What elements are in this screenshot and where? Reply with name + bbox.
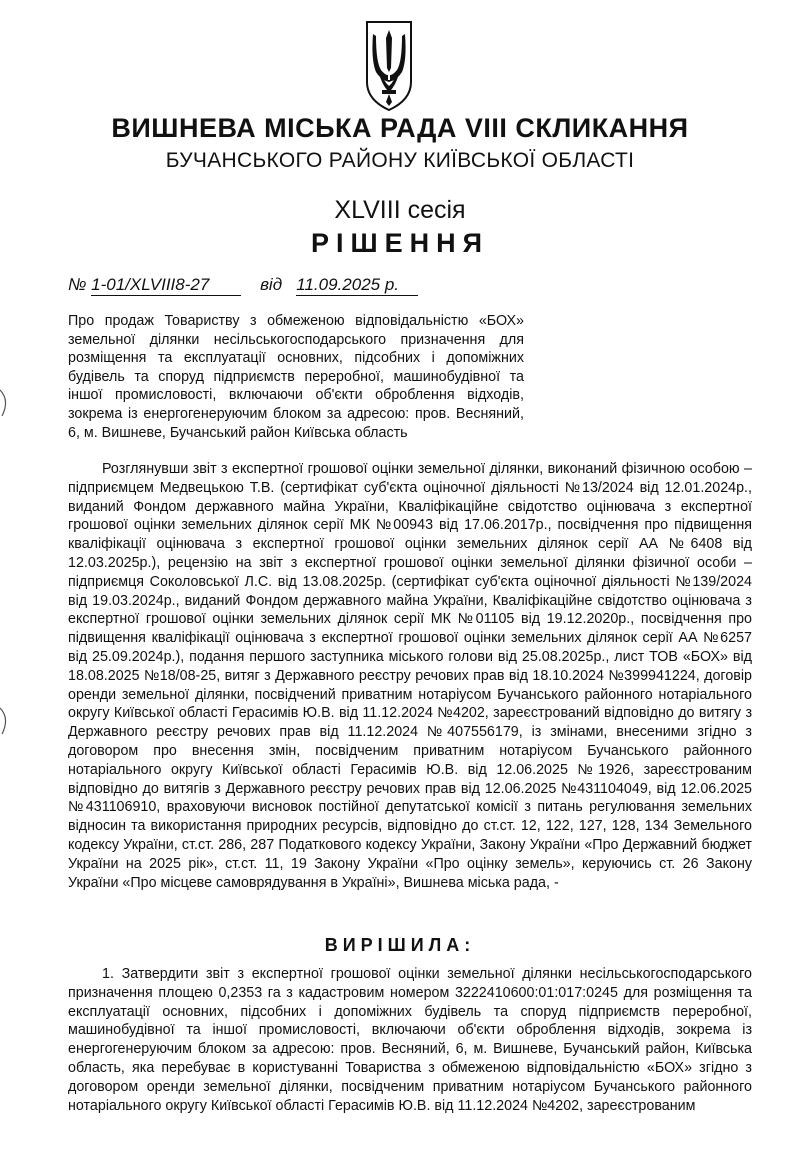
coat-of-arms-trident-icon bbox=[364, 20, 414, 112]
date-label: від bbox=[260, 275, 283, 294]
number-label: № bbox=[68, 275, 87, 294]
document-type: РІШЕННЯ bbox=[310, 228, 490, 258]
decision-subject: Про продаж Товариству з обмеженою відповідальністю «БОХ» земельної ділянки несільськогосподарського призначення для розміщення та експлуатації основних, підсобних і допоміжних будівель та споруд підприємств переробної, машинобудівної та іншої промисловості, включаючи об'єкти оброблення відходів, зокрема із енергогенеруючим блоком за адресою: пров. Весняний, 6, м. Вишневе, Бучанський район Київська область bbox=[68, 313, 524, 441]
district-name: БУЧАНСЬКОГО РАЙОНУ КИЇВСЬКОЇ ОБЛАСТІ bbox=[165, 149, 635, 172]
session-number: XLVIII сесія bbox=[334, 196, 466, 224]
resolution-point-1: 1. Затвердити звіт з експертної грошової оцінки земельної ділянки несільськогосподарського призначення площею 0,2353 га з кадастровим номером 3222410600:01:017:0245 для розміщення та експлуатації основних, підсобних і допоміжних будівель та споруд підприємств переробної, машинобудівної та іншої промисловості, включаючи об'єкти оброблення відходів, зокрема із енергогенеруючим блоком за адресою: пров. Весняний, 6, м. Вишневе, Бучанський район, Київська область, яка перебуває в користуванні Товариства з обмеженою відповідальністю «БОХ» згідно з договором оренди земельної ділянки, посвідченим приватним нотаріусом Бучанського районного нотаріального округу Київської області Герасимів Ю.В. від 11.12.2024 №4202, зареєстрованим bbox=[68, 966, 752, 1114]
scan-edge-mark bbox=[0, 388, 12, 418]
scan-edge-mark bbox=[0, 706, 12, 736]
decision-reference bbox=[68, 275, 418, 296]
resolved-heading: ВИРІШИЛА: bbox=[324, 935, 476, 955]
decision-number: 1-01/XLVIII8-27 bbox=[91, 275, 241, 296]
council-name: ВИШНЕВА МІСЬКА РАДА VIII СКЛИКАННЯ bbox=[111, 113, 689, 143]
preamble-paragraph: Розглянувши звіт з експертної грошової оцінки земельної ділянки, виконаний фізичною особою – підприємцем Медвецькою Т.В. (сертифікат суб'єкта оціночної діяльності №13/2024 від 12.01.2024р., виданий Фондом державного майна України, Кваліфікаційне свідотство оцінювача з експертної грошової оцінки земельних ділянок серії МК №00943 від 17.06.2017р., посвідчення про підвищення кваліфікації оцінювача з експертної грошової оцінки земельних ділянок серії АА №6408 від 12.03.2025р.), рецензію на звіт з експертної грошової оцінки земельної ділянки фізичної особи – підприємця Соколовської Л.С. від 13.08.2025р. (сертифікат суб'єкта оціночної діяльності №139/2024 від 19.03.2024р., виданий Фондом державного майна України, Кваліфікаційне свідотство оцінювача з експертної грошової оцінки земельних ділянок серії МК №01105 від 19.12.2020р., посвідчення про підвищення кваліфікації оцінювача з експертної грошової оцінки земельних ділянок серії АА №6257 від 25.09.2024р.), подання першого заступника міського голови від 25.08.2025р., лист ТОВ «БОХ» від 18.08.2025 №18/08-25, витяг з Державного реєстру речових прав від 18.10.2024 №399941224, договір оренди земельної ділянки, посвідчений приватним нотаріусом Бучанського районного нотаріального округу Київської області Герасимів Ю.В. від 11.12.2024 №4202, зареєстрований відповідно до витягу з Державного реєстру речових прав від 11.12.2024 №407556179, із змінами, внесеними згідно з договором про внесення змін, посвідченим приватним нотаріусом Бучанського районного нотаріального округу Київської області Герасимів Ю.В. від 12.06.2025 №1926, зареєстрованим відповідно до витягів з Державного реєстру речових прав від 12.06.2025 №431104049, від 12.06.2025 №431106910, враховуючи висновок постійної депутатської комісії з питань регулювання земельних відносин та використання природних ресурсів, відповідно до ст.ст. 12, 122, 127, 128, 134 Земельного кодексу України, ст.ст. 286, 287 Податкового кодексу України, Закону України «Про Державний бюджет України на 2025 рік», ст.ст. 11, 19 Закону України «Про оцінку земель», керуючись ст. 26 Закону України «Про місцеве самоврядування в Україні», Вишнева міська рада, - bbox=[68, 461, 752, 891]
decision-date: 11.09.2025 р. bbox=[296, 275, 418, 296]
